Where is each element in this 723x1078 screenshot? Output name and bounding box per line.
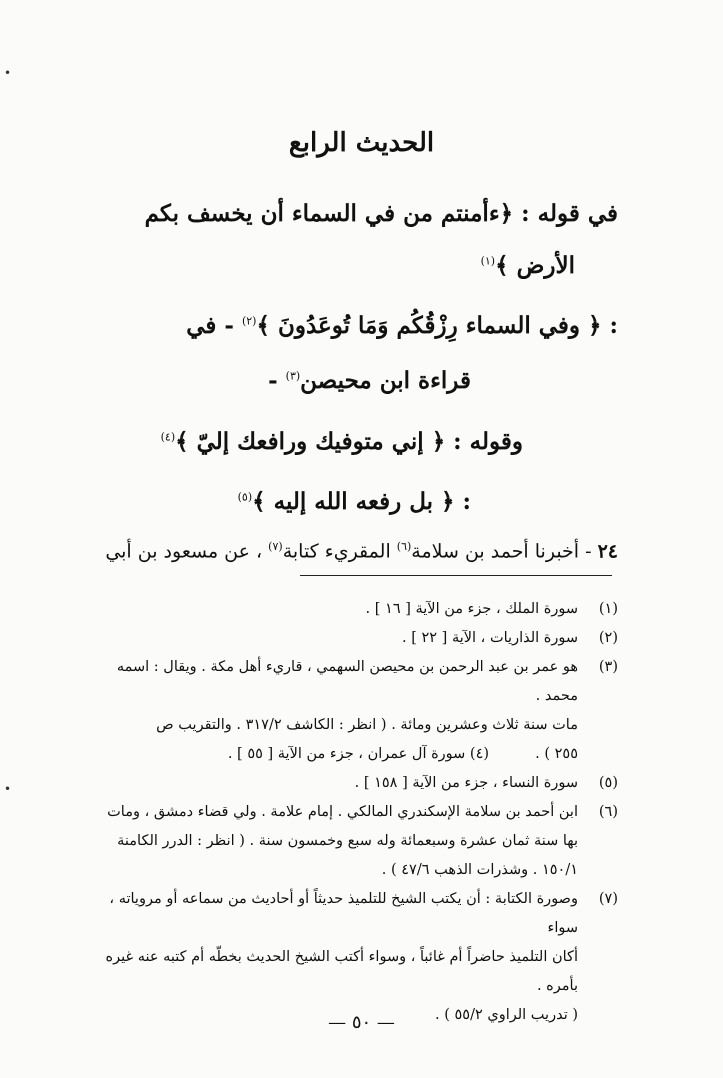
quran-line-5: وقوله : ﴿ إني متوفيك ورافعك إليّ ﴾$^{(٤)}$ bbox=[160, 428, 523, 455]
footnote-item: (٣) هو عمر بن عبد الرحمن بن محيصن السهمي ، قاريء أهل مكة . ويقال : اسمه محمد . مات سنة ثلاث وعشرين ومائة . ( انظر : الكاشف ٣١٧/٢ . والتقريب ص ٢٥٥ ) . (٤) سورة آل عمران ، جزء من الآية [ ٥٥ ] . bbox=[98, 653, 618, 769]
footnotes bbox=[98, 595, 618, 1030]
scan-mark: • bbox=[4, 782, 12, 796]
footnote-ref-1[interactable]: (١) bbox=[480, 254, 496, 268]
footnote-number: (٧) bbox=[598, 891, 618, 907]
footnote-item: (٧) وصورة الكتابة : أن يكتب الشيخ للتلميذ حديثاً أو أحاديث من سماعه أو مروياته ، سواء أكان التلميذ حاضراً أم غائباً ، وسواء أكتب الشيخ الحديث بخطّه أم كتبه عنه غيره بأمره . ( تدريب الراوي ٥٥/٢ ) . bbox=[98, 885, 618, 1030]
scan-mark: • bbox=[4, 66, 12, 80]
quran-line-6: : ﴿ بل رفعه الله إليه ﴾$^{(٥)}$ bbox=[237, 488, 471, 515]
isnad-line: ٢٤ - أخبرنا أحمد بن سلامة$^{(٦)}$ المقريء كتابة$^{(٧)}$ ، عن مسعود بن أبي bbox=[105, 540, 618, 563]
footnote-ref-3[interactable]: (٣) bbox=[285, 369, 301, 383]
footnote-ref-4[interactable]: (٤) bbox=[160, 430, 176, 444]
footnote-number: (٣) bbox=[598, 659, 618, 675]
footnote-item: (٢) سورة الذاريات ، الآية [ ٢٢ ] . bbox=[98, 624, 618, 653]
quran-line-3: : ﴿ وفي السماء رِزْقُكُم وَمَا تُوعَدُونَ ﴾$^{(٢)}$ - في bbox=[186, 312, 618, 339]
footnote-number: (٢) bbox=[598, 630, 618, 646]
quran-line-4: قراءة ابن محيصن$^{(٣)}$ - bbox=[268, 367, 471, 394]
quran-line-2: الأرض ﴾$^{(١)}$ bbox=[480, 252, 575, 279]
footnote-item: (١) سورة الملك ، جزء من الآية [ ١٦ ] . bbox=[98, 595, 618, 624]
footnote-ref-5[interactable]: (٥) bbox=[237, 490, 253, 504]
footnote-item: (٥) سورة النساء ، جزء من الآية [ ١٥٨ ] . bbox=[98, 769, 618, 798]
footnote-ref-2[interactable]: (٢) bbox=[241, 314, 257, 328]
page-number: — ٥٠ — bbox=[328, 1012, 395, 1033]
footnote-number: (٦) bbox=[598, 804, 618, 820]
footnote-number: (٥) bbox=[598, 775, 618, 791]
quran-line-1: في قوله : ﴿ءأمنتم من في السماء أن يخسف بكم bbox=[144, 200, 618, 227]
footnote-item: (٦) ابن أحمد بن سلامة الإسكندري المالكي . إمام علامة . ولي قضاء دمشق ، ومات بها سنة ثمان عشرة وسبعمائة وله سبع وخمسون سنة . ( انظر : الدرر الكامنة ١٥٠/١ . وشذرات الذهب ٤٧/٦ ) . bbox=[98, 798, 618, 885]
footnote-divider bbox=[300, 575, 612, 576]
page-title: الحديث الرابع bbox=[288, 128, 435, 158]
footnote-number: (١) bbox=[598, 601, 618, 617]
footnote-ref-6[interactable]: (٦) bbox=[396, 540, 412, 553]
hadith-number: ٢٤ bbox=[597, 540, 618, 563]
footnote-ref-7[interactable]: (٧) bbox=[268, 540, 283, 553]
